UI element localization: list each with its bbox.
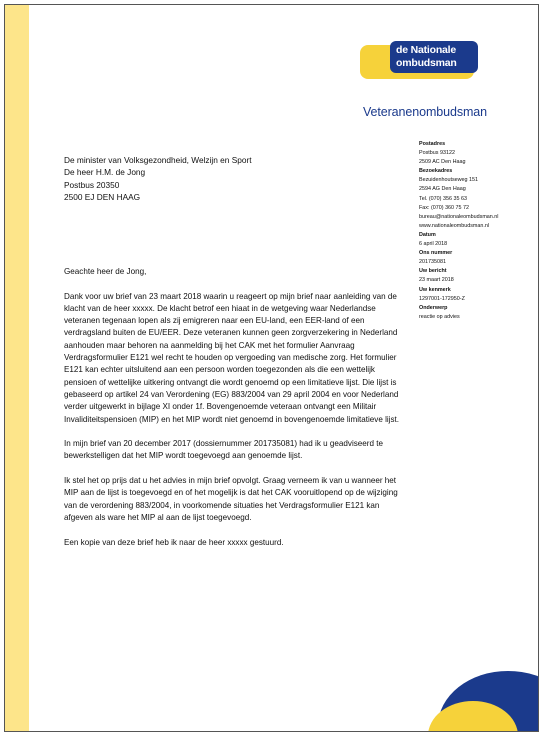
bezoekadres-label: Bezoekadres (419, 168, 453, 175)
uw-kenmerk-value: 1297001-172950-Z (419, 295, 465, 302)
paragraph: Dank voor uw brief van 23 maart 2018 waarin u reageert op mijn brief naar aanleiding van de klacht van de heer xxxxx. De klacht betrof een hiaat in de wetgeving waar Nederlandse veteranen tegenaan lopen als zij emigreren naar een EU-land, een EER-land of een verdragsland buiten de EU/EER. Deze veteranen kunnen geen zorgverzekering in Nederland aanhouden maar behoren na aanmelding bij het CAK met het formulier Aanvraag Verdragsformulier E121 wel recht te houden op vergoeding van medische zorg. Het formulier E121 kan echter uitsluitend aan een persoon worden toegezonden als die een wettelijk pensioen of wettelijke uitkering ontvangt die wordt genoemd op een limitatieve lijst. Die lijst is gebaseerd op artikel 24 van Verordening (EG) 883/2004 van 29 april 2004 en voor Nederland verder uitgewerkt in bijlage XI onder 1f. Bovengenoemde veteraan ontvangt een Militair Invaliditeitspensioen (MIP) en het MIP wordt niet genoemd in bovengenoemde limitatieve lijst. (64, 291, 400, 424)
telephone: Tel. (070) 356 35 63 (419, 195, 467, 202)
bezoekadres-street: Bezuidenhoutseweg 151 (419, 177, 479, 184)
paragraph: Een kopie van deze brief heb ik naar de heer xxxxx gestuurd. (64, 537, 284, 547)
ons-nummer-label: Ons nummer (419, 250, 453, 257)
decorative-stripe (5, 5, 29, 731)
ons-nummer-value: 201735081 (419, 259, 446, 266)
bezoekadres-city: 2594 AG Den Haag (419, 186, 466, 193)
onderwerp-value: reactie op advies (419, 313, 460, 320)
postadres-value: Postbus 93122 (419, 150, 455, 157)
recipient-line: 2500 EJ DEN HAAG (64, 192, 141, 203)
postadres-label: Postadres (419, 141, 446, 147)
letter-body (64, 266, 404, 561)
recipient-address (64, 154, 252, 204)
datum-value: 6 april 2018 (419, 241, 448, 248)
uw-bericht-label: Uw bericht (419, 268, 447, 275)
recipient-line: Postbus 20350 (64, 179, 120, 190)
paragraph: Ik stel het op prijs dat u het advies in mijn brief opvolgt. Graag verneem ik van u wanneer het MIP aan de lijst is toegevoegd en of het mogelijk is dat het CAK vooruitlopend op de wijziging van de verordening 883/2004, in voorkomende situaties het Verdragsformulier E121 kan afgeven als ware het MIP al aan de lijst toegevoegd. (64, 476, 398, 522)
letter-page (4, 4, 539, 732)
postadres-city: 2509 AC Den Haag (419, 159, 466, 166)
uw-kenmerk-label: Uw kenmerk (419, 286, 451, 293)
paragraph: In mijn brief van 20 december 2017 (dossiernummer 201735081) had ik u geadviseerd te bewerkstelligen dat het MIP wordt toegevoegd aan genoemde lijst. (64, 439, 383, 461)
uw-bericht-value: 23 maart 2018 (419, 277, 454, 284)
email: bureau@nationaleombudsman.nl (419, 213, 499, 220)
website: www.nationaleombudsman.nl (419, 222, 490, 229)
logo-subtitle: Veteranenombudsman (363, 105, 487, 119)
onderwerp-label: Onderwerp (419, 304, 448, 311)
logo-text-line1: de Nationale (396, 44, 457, 56)
sender-details (419, 140, 529, 322)
datum-label: Datum (419, 231, 436, 238)
fax: Fax: (070) 360 75 72 (419, 204, 470, 211)
logo-text-line2: ombudsman (396, 57, 457, 69)
salutation: Geachte heer de Jong, (64, 267, 147, 276)
recipient-line: De minister van Volksgezondheid, Welzijn en Sport (64, 155, 252, 165)
recipient-line: De heer H.M. de Jong (64, 167, 146, 178)
ombudsman-logo (360, 41, 539, 131)
